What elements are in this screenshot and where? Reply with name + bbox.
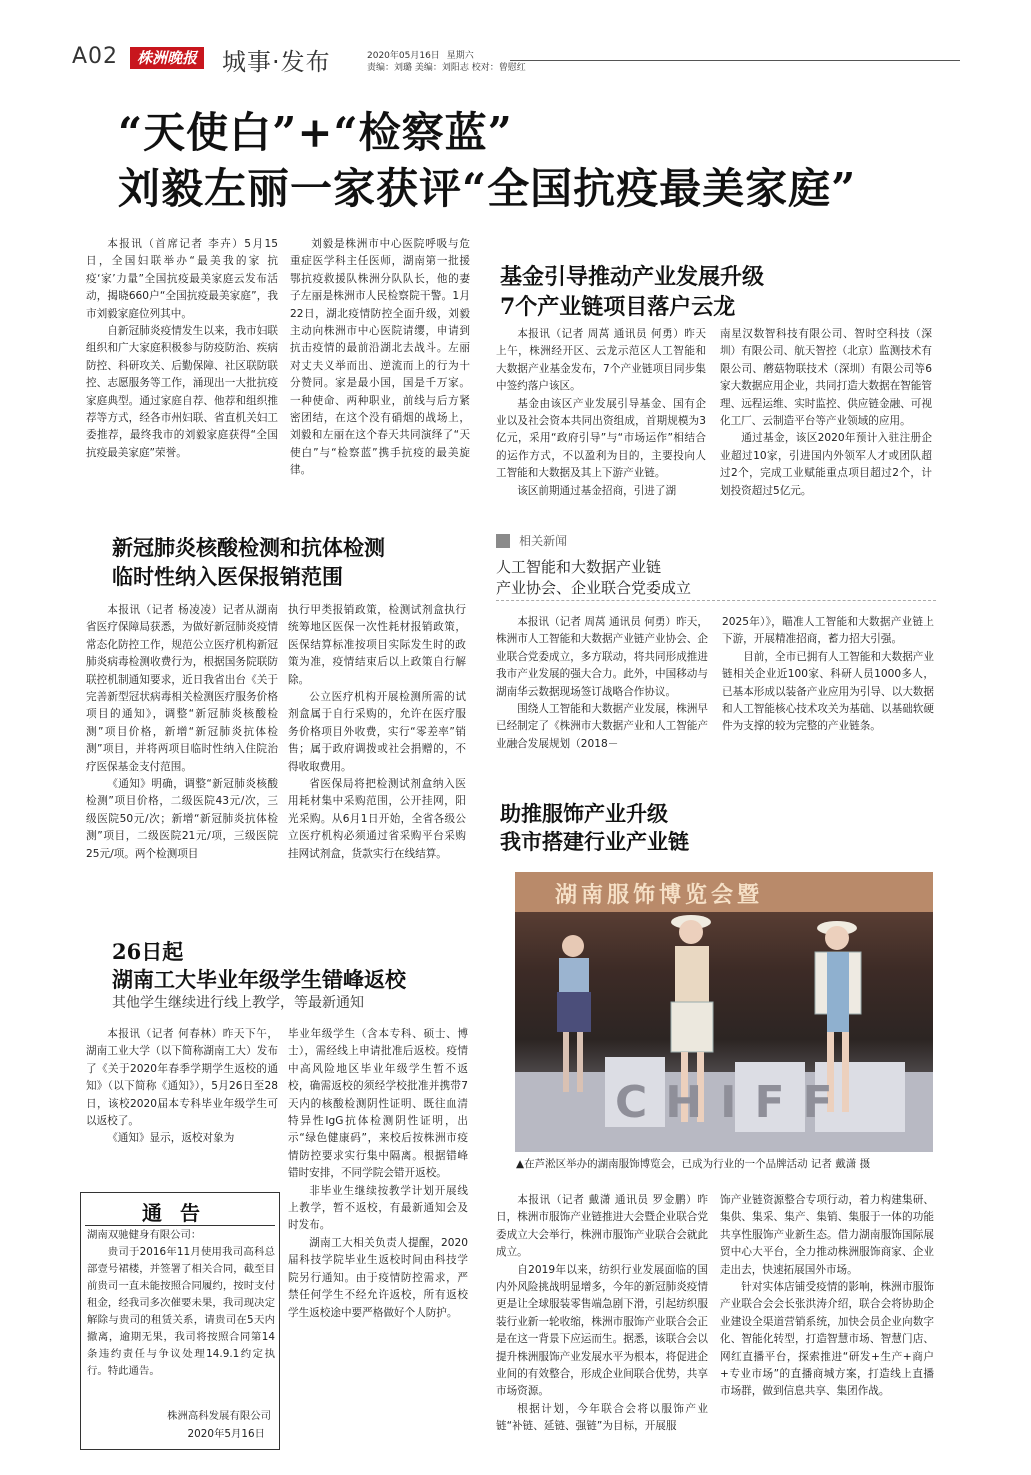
school-paragraph: 湖南工大相关负责人提醒，2020届科技学院毕业生返校时间由科技学院另行通知。由于疫情防控需求，严禁任何学生不经允许返校，所有返校学生返校途中要严格做好个人防护。 <box>288 1236 468 1319</box>
notice-rule <box>85 1225 275 1226</box>
lead-column-1 <box>86 236 278 506</box>
notice-text: 贵司于2016年11月使用我司高科总部壹号裙楼，并签署了相关合同，截至目前贵司一直未能按照合同履约，按时支付租金，经我司多次催要未果，我司现决定解除与贵司的租赁关系，请贵司在5天内撤离，逾期无果，我司将按照合同第14条违约责任与争议处理14.9.1约定执行。特此通告。 <box>87 1246 275 1377</box>
lead-paragraph: 自新冠肺炎疫情发生以来，我市妇联组织和广大家庭积极参与防疫防治、疾病防控、科研攻关、后勤保障、社区联防联控、志愿服务等工作，涌现出一大批抗疫家庭典型。通过家庭自荐、他荐和组织推荐等方式，经各市州妇联、省直机关妇工委推荐，最终我市的刘毅家庭获得“全国抗疫最美家庭”荣誉。 <box>86 325 278 459</box>
fund-paragraph: 该区前期通过基金招商，引进了湖 <box>517 484 677 497</box>
lead-paragraph: 本报讯（首席记者 李卉）5月15日，全国妇联举办“最美我的家 抗疫‘家’力量”全国抗疫最美家庭云发布活动，揭晓660户“全国抗疫最美家庭”，我市刘毅家庭位列其中。 <box>86 238 278 320</box>
related-news-tag <box>496 530 656 548</box>
notice-body <box>87 1227 275 1401</box>
notice-title: 通告 <box>142 1201 218 1225</box>
photo-caption: ▲在芦淞区举办的湖南服饰博览会，已成为行业的一个品牌活动 记者 戴潇 摄 <box>516 1158 871 1170</box>
editors-line: 责编：刘璐 美编：刘阳志 校对：曾慰红 <box>367 63 526 73</box>
related-paragraph: 围绕人工智能和大数据产业发展，株洲早已经制定了《株洲市大数据产业和人工智能产业融合发展规划（2018－ <box>496 703 708 750</box>
school-paragraph: 《通知》显示，返校对象为 <box>107 1132 235 1145</box>
related-tag-label: 相关新闻 <box>519 534 568 548</box>
notice-box <box>80 1192 280 1450</box>
lead-title-line1: “天使白”+“检察蓝” <box>118 108 513 157</box>
related-title-line2: 产业协会、企业联合党委成立 <box>496 579 692 597</box>
covid-paragraph: 省医保局将把检测试剂盒纳入医用耗材集中采购范围，公开挂网，阳光采购。从6月1日开始，全省各级公立医疗机构必须通过省采购平台采购挂网试剂盒，货款实行在线结算。 <box>288 778 466 860</box>
lead-title-line2: 刘毅左丽一家获评“全国抗疫最美家庭” <box>118 164 857 213</box>
related-rule <box>496 600 936 601</box>
notice-addressee: 湖南双驰健身有限公司： <box>87 1229 202 1241</box>
fashion-title-line2: 我市搭建行业产业链 <box>500 829 689 854</box>
school-paragraph: 本报讯（记者 何春林）昨天下午，湖南工业大学（以下简称湖南工大）发布了《关于2020年春季学期学生返校的通知》（以下简称《通知》），5月26日至28日，该校2020届本专科毕业年级学生可以返校了。 <box>86 1028 278 1128</box>
fund-title-line2: 7个产业链项目落户云龙 <box>500 294 736 320</box>
header-rule <box>510 60 960 61</box>
related-title-line1: 人工智能和大数据产业链 <box>496 558 662 576</box>
related-paragraph: 本报讯（记者 周莴 通讯员 何勇）昨天，株洲市人工智能和大数据产业链产业协会、企业联合党委成立，多方联动，将共同形成推进我市产业发展的强大合力。此外，中国移动与湖南华云数据现场签订战略合作协议。 <box>496 616 708 698</box>
fund-paragraph: 南星汉数智科技有限公司、智时空科技（深圳）有限公司、航天智控（北京）监测技术有限公司、蘑菇物联技术（深圳）有限公司等6家大数据应用企业，共同打造大数据在智能管理、远程运维、实时监控、供应链金融、可视化工厂、云制造平台等产业领域的应用。 <box>720 328 932 428</box>
covid-paragraph: 执行甲类报销政策，检测试剂盒执行统筹地区医保一次性耗材报销政策，医保结算标准按项目实际发生时的政策为准，疫情结束后以上政策自行解除。 <box>288 604 466 686</box>
stage-text: CHIFF <box>615 1077 851 1128</box>
school-paragraph: 毕业年级学生（含本专科、硕士、博士），需经线上申请批准后返校。疫情中高风险地区毕业年级学生暂不返校，确需返校的须经学校批准并携带7天内的核酸检测阴性证明、既往血清特异性IgG抗体检测阴性证明，出示“绿色健康码”，来校后按株洲市疫情防控要求实行集中隔离。根据错峰错时安排，不同学院会错开返校。 <box>288 1028 468 1180</box>
fund-paragraph: 通过基金，该区2020年预计入驻注册企业超过10家，引进国内外领军人才或团队超过2个，完成工业赋能重点项目超过2个，计划投资超过5亿元。 <box>720 432 932 497</box>
school-title-line1: 26日起 <box>112 939 184 964</box>
fund-paragraph: 本报讯（记者 周莴 通讯员 何勇）昨天上午，株洲经开区、云龙示范区人工智能和大数据产业基金发布，7个产业链项目同步集中签约落户该区。 <box>496 328 706 393</box>
lead-paragraph: 刘毅是株洲市中心医院呼吸与危重症医学科主任医师，湖南第一批援鄂抗疫救援队株洲分队队长，他的妻子左丽是株洲市人民检察院干警。1月22日，湖北疫情防控全面升级，刘毅主动向株洲市中心医院请缨，申请到抗击疫情的最前沿湖北去战斗。左丽对丈夫义举而出、逆流而上的行为十分赞同。家是最小国，国是千万家。一种使命、两种职业，前线与后方紧密团结，在这个没有硝烟的战场上，刘毅和左丽在这个春天共同演绎了“天使白”与“检察蓝”携手抗疫的最美旋律。 <box>290 238 470 477</box>
fashion-show-photo <box>515 872 933 1152</box>
fashion-column-2 <box>720 1192 934 1462</box>
school-paragraph: 非毕业生继续按教学计划开展线上教学，暂不返校，有最新通知会及时发布。 <box>288 1184 468 1232</box>
fashion-paragraph: 饰产业链资源整合专项行动，着力构建集研、集供、集采、集产、集销、集服于一体的功能共享性服饰产业新生态。借力湖南服饰国际展贸中心大平台，全力推动株洲服饰商家、企业走出去，快速拓展国外市场。 <box>720 1194 934 1276</box>
page-number: A02 <box>72 44 119 69</box>
covid-column-1 <box>86 602 278 906</box>
school-column-2 <box>288 1026 468 1426</box>
fund-column-1 <box>496 326 706 506</box>
covid-paragraph: 本报讯（记者 杨凌凌）记者从湖南省医疗保障局获悉，为做好新冠肺炎疫情常态化防控工作，规范公立医疗机构新冠肺炎病毒检测收费行为，根据国务院联防联控机制通知要求，近日我省出台《关于完善新型冠状病毒相关检测医疗服务价格项目的通知》，调整“新冠肺炎核酸检测”项目价格，新增“新冠肺炎抗体检测”项目，并将两项目临时性纳入住院治疗医保基金支付范围。 <box>86 604 278 773</box>
notice-signer: 株洲高科发展有限公司 <box>167 1410 271 1422</box>
covid-paragraph: 《通知》明确，调整“新冠肺炎核酸检测”项目价格，二级医院43元/次，三级医院50元/次；新增“新冠肺炎抗体检测”项目，二级医院21元/项，三级医院25元/项。两个检测项目 <box>86 778 278 860</box>
related-tag-block <box>496 534 510 548</box>
fashion-paragraph: 针对实体店铺受疫情的影响，株洲市服饰产业联合会会长张洪涛介绍，联合会将协助企业建设全渠道营销系统，加快会员企业向数字化、智能化转型，打造智慧市场、智慧门店、网红直播平台，探索推进“研发+生产+商户+专业市场”的直播商城方案，打造线上直播市场群，做到信息共享、集团作战。 <box>720 1281 934 1398</box>
fund-title-line1: 基金引导推动产业发展升级 <box>500 264 765 290</box>
date-text: 2020年05月16日 <box>367 51 440 61</box>
covid-paragraph: 公立医疗机构开展检测所需的试剂盒属于自行采购的，允许在医疗服务价格项目外收费，实行“零差率”销售；属于政府调拨或社会捐赠的，不得收取费用。 <box>288 691 466 773</box>
masthead-logo: 株洲晚报 <box>130 47 204 69</box>
fashion-title-line1: 助推服饰产业升级 <box>500 801 668 826</box>
notice-date: 2020年5月16日 <box>187 1428 265 1440</box>
school-column-1 <box>86 1026 278 1166</box>
school-title-line2: 湖南工大毕业年级学生错峰返校 <box>112 967 406 992</box>
related-paragraph: 2025年）》，瞄准人工智能和大数据产业链上下游，开展精准招商，蓄力招大引强。 <box>722 616 934 646</box>
fund-column-2 <box>720 326 932 506</box>
fashion-paragraph: 自2019年以来，纺织行业发展面临的国内外风险挑战明显增多，今年的新冠肺炎疫情更是让全球服装零售端急剧下滑，引起纺织服装行业新一轮收缩，株洲市服饰产业联合会正是在这一背景下应运而生。据悉，该联合会以提升株洲服饰产业发展水平为根本，将促进企业间的有效整合，形成企业间联合优势，共享市场资源。 <box>496 1263 708 1398</box>
covid-title-line1: 新冠肺炎核酸检测和抗体检测 <box>112 535 385 560</box>
related-column-2 <box>722 614 934 774</box>
fund-paragraph: 基金由该区产业发展引导基金、国有企业以及社会资本共同出资组成，首期规模为3亿元，采用“政府引导”与“市场运作”相结合的运作方式，不以盈利为目的，主要投向人工智能和大数据及其上下游产业链。 <box>496 397 706 480</box>
lead-column-2 <box>290 236 470 506</box>
fashion-paragraph: 根据计划，今年联合会将以服饰产业链“补链、延链、强链”为目标，开展服 <box>496 1402 708 1433</box>
covid-column-2 <box>288 602 466 906</box>
fashion-paragraph: 本报讯（记者 戴潇 通讯员 罗金鹏）昨日，株洲市服饰产业链推进大会暨企业联合党委成立大会举行，株洲市服饰产业联合会就此成立。 <box>496 1194 708 1259</box>
section-title: 城事·发布 <box>222 48 331 76</box>
covid-title-line2: 临时性纳入医保报销范围 <box>112 564 343 589</box>
school-subtitle: 其他学生继续进行线上教学，等最新通知 <box>112 995 364 1011</box>
related-paragraph: 目前，全市已拥有人工智能和大数据产业链相关企业近100家、科研人员1000多人，已基本形成以装备产业应用为引导、以大数据和人工智能核心技术攻关为基础、以基础软硬件为支撑的较为完整的产业链条。 <box>722 650 934 733</box>
banner-text: 湖南服饰博览会暨 <box>555 883 764 908</box>
weekday-text: 星期六 <box>446 51 474 61</box>
model-left <box>557 935 591 1092</box>
fashion-column-1 <box>496 1192 708 1462</box>
related-column-1 <box>496 614 708 774</box>
